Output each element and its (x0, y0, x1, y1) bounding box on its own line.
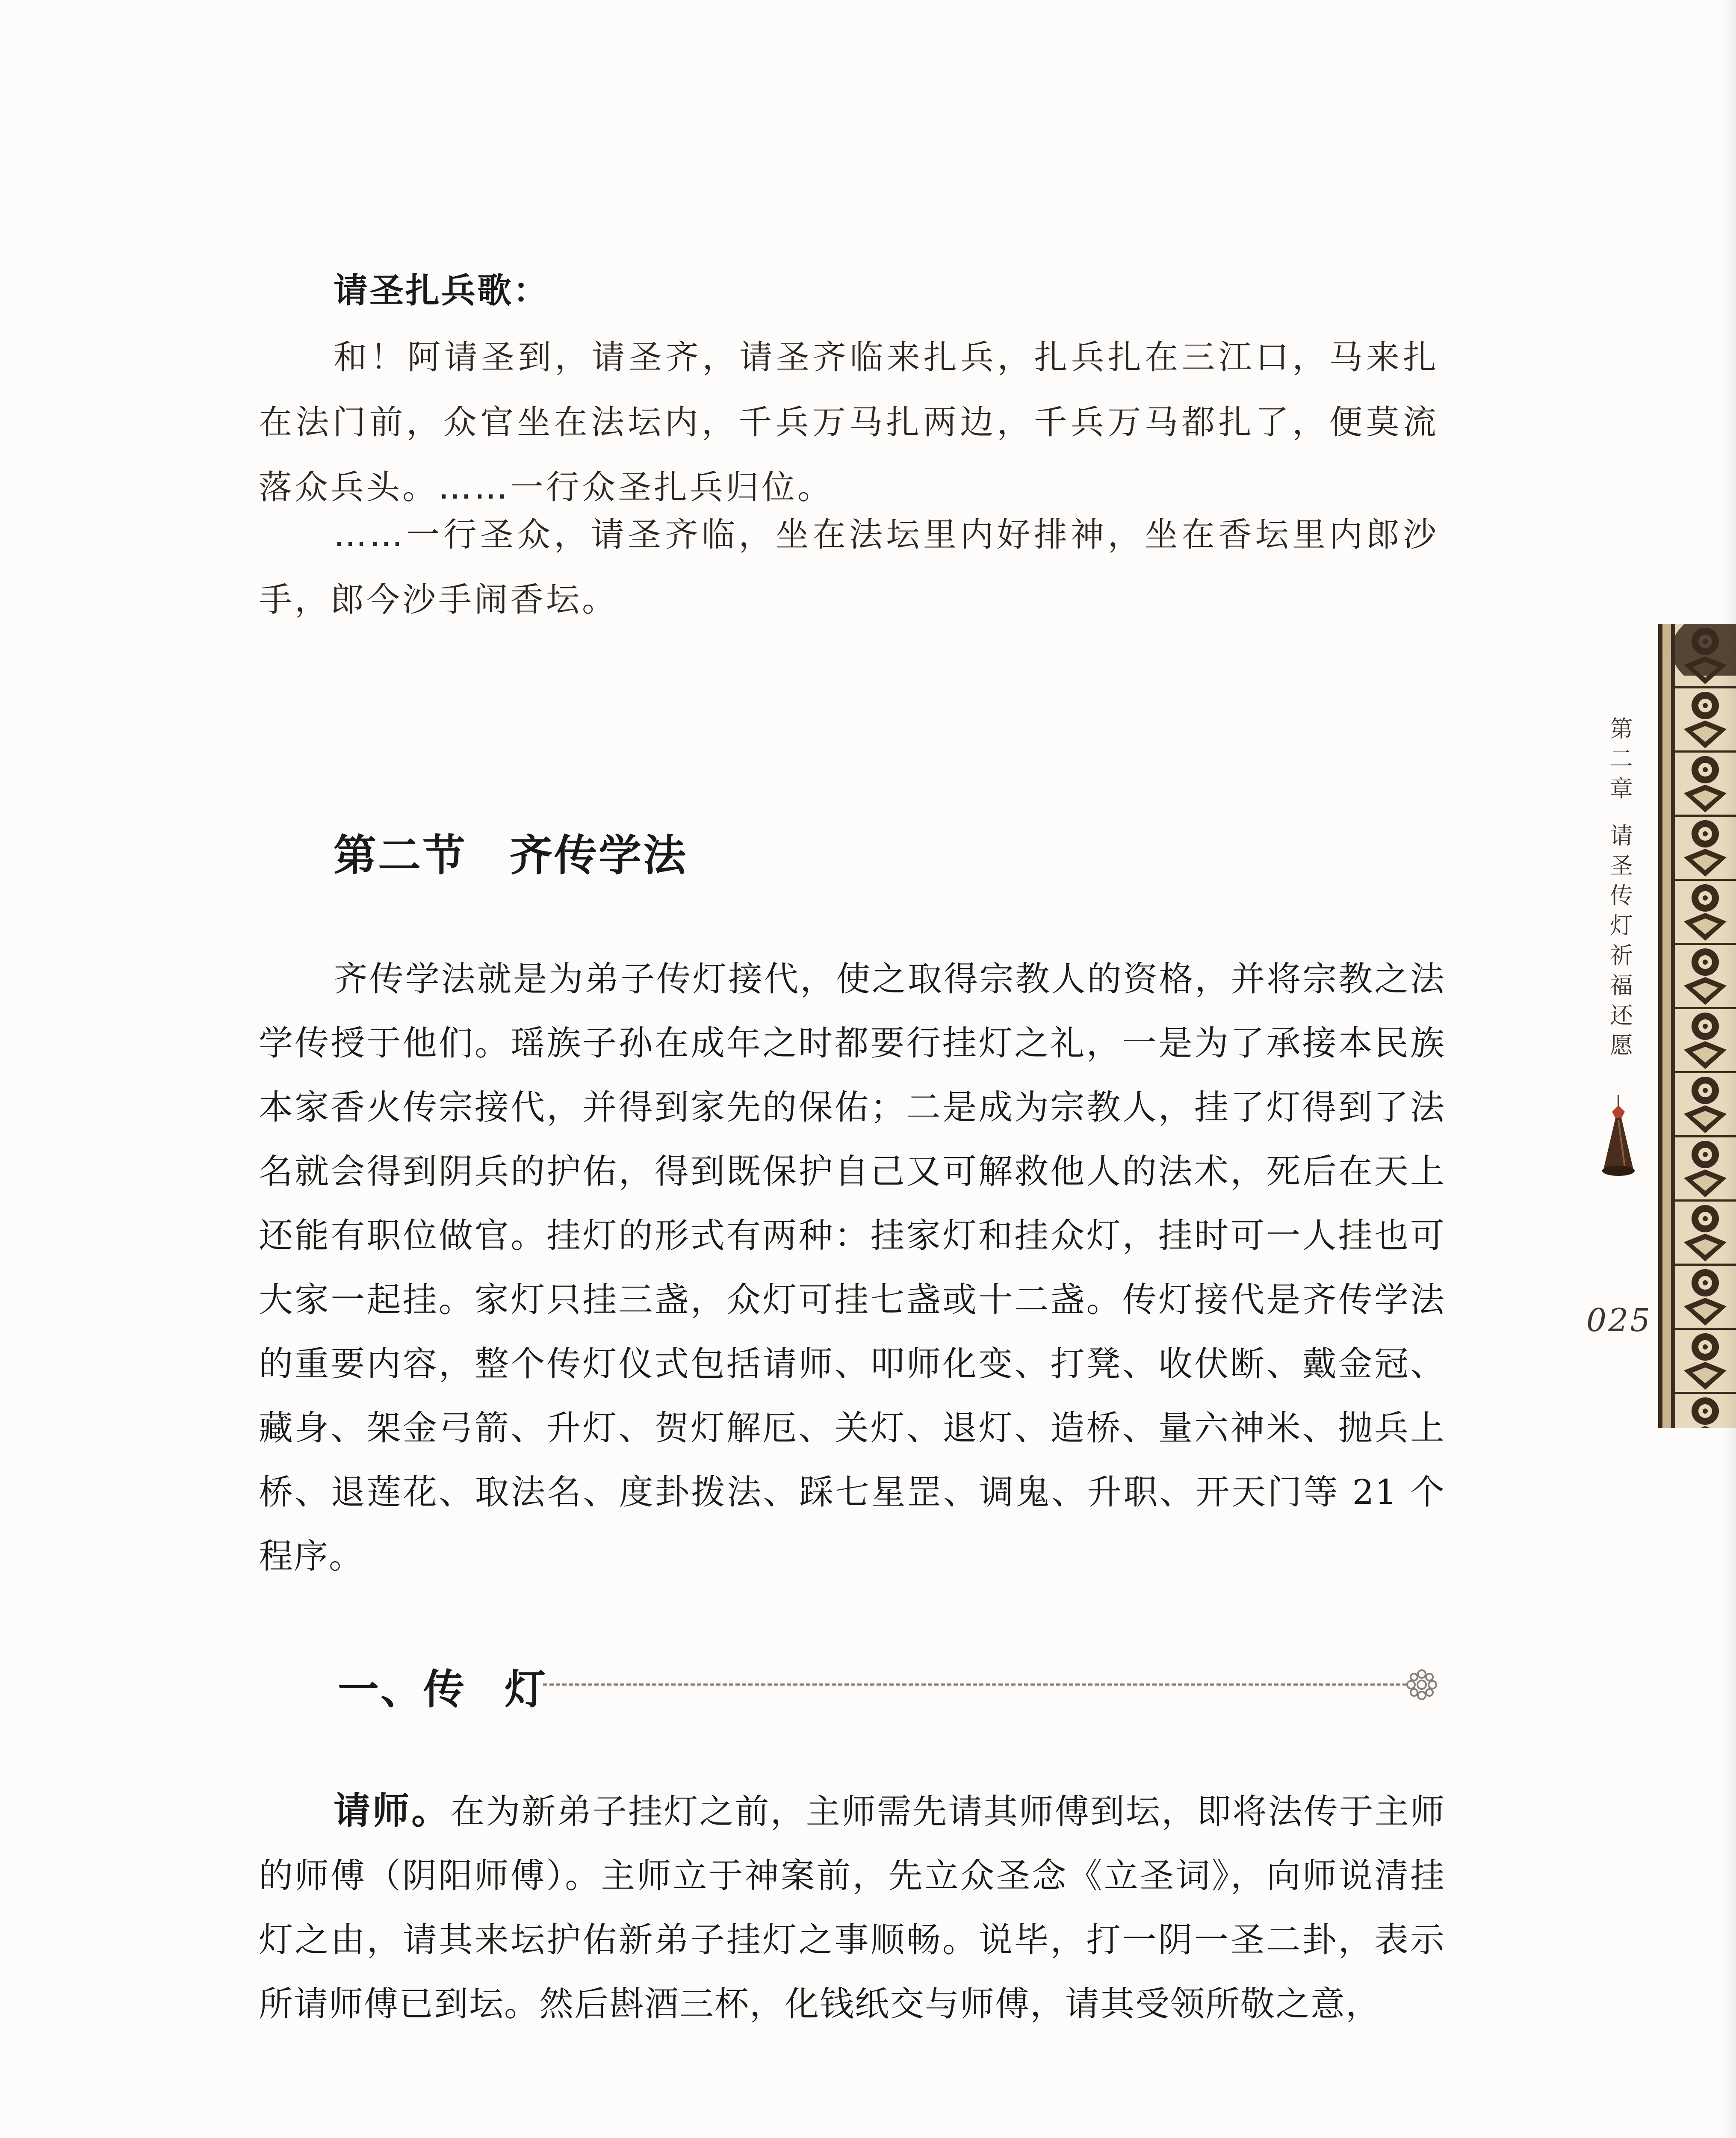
chapter-char: 第 (1610, 715, 1633, 742)
verse-paragraph-2-text: ……一行圣众，请圣齐临，坐在法坛里内好排神，坐在香坛里内郎沙手，郎今沙手闹香坛。 (259, 516, 1439, 619)
section-title: 齐传学法 (510, 830, 688, 880)
flower-ornament-icon (1402, 1666, 1441, 1704)
chapter-char: 章 (1610, 775, 1633, 802)
body-text: 在为新弟子挂灯之前，主师需先请其师傅到坛，即将法传于主师的师傅（阴阳师傅）。主师立于神案前，先立众圣念《立圣词》，向师说清挂灯之由，请其来坛护佑新弟子挂灯之事顺畅。说毕，打一阴一圣二卦，表示所请师傅已到坛。然后斟酒三杯，化钱纸交与师傅，请其受领所敬之意， (259, 1792, 1446, 2024)
chapter-running-title (1604, 714, 1639, 1060)
chapter-char: 灯 (1610, 912, 1633, 939)
bell-ornament-icon (1595, 1095, 1642, 1184)
chapter-char: 愿 (1610, 1032, 1633, 1059)
chapter-char: 请 (1610, 822, 1633, 849)
page-edge-shadow (1723, 0, 1736, 2138)
section-paragraph (259, 947, 1445, 1589)
verse-title: 请圣扎兵歌： (334, 271, 549, 310)
page-number: 025 (1586, 1302, 1652, 1339)
verse-paragraph-1-text: 和！阿请圣到，请圣齐，请圣齐临来扎兵，扎兵扎在三江口，马来扎在法门前，众官坐在法坛内，千兵万马扎两边，千兵万马都扎了，便莫流落众兵头。……一行众圣扎兵归位。 (259, 338, 1439, 507)
section-number: 第二节 (334, 830, 467, 880)
verse-paragraph-1 (259, 325, 1439, 520)
chapter-char: 圣 (1610, 852, 1633, 879)
chapter-char: 祈 (1610, 942, 1633, 969)
verse-paragraph-2 (259, 502, 1439, 632)
subsection-heading (338, 1657, 547, 1716)
section-heading (334, 821, 688, 883)
body-paragraph (259, 1779, 1445, 2036)
dashed-rule (543, 1683, 1407, 1686)
chapter-char: 二 (1610, 745, 1633, 772)
body-lead-term: 请师。 (334, 1789, 451, 1832)
section-paragraph-text: 齐传学法就是为弟子传灯接代，使之取得宗教人的资格，并将宗教之法学传授于他们。瑶族子孙在成年之时都要行挂灯之礼，一是为了承接本民族本家香火传宗接代，并得到家先的保佑；二是成为宗教人，挂了灯得到了法名就会得到阴兵的护佑，得到既保护自己又可解救他人的法术，死后在天上还能有职位做官。挂灯的形式有两种：挂家灯和挂众灯，挂时可一人挂也可大家一起挂。家灯只挂三盏，众灯可挂七盏或十二盏。传灯接代是齐传学法的重要内容，整个传灯仪式包括请师、叩师化变、打凳、收伏断、戴金冠、藏身、架金弓箭、升灯、贺灯解厄、关灯、退灯、造桥、量六神米、抛兵上桥、退莲花、取法名、度卦拨法、踩七星罡、调鬼、升职、开天门等 21 个程序。 (259, 959, 1445, 1576)
subsection-number: 一、传 (338, 1665, 466, 1713)
chapter-char: 福 (1610, 972, 1633, 999)
subsection-title: 灯 (505, 1665, 547, 1713)
chapter-char: 还 (1610, 1002, 1633, 1029)
body-paragraph-text (259, 1779, 1445, 2036)
chapter-char: 传 (1610, 882, 1633, 909)
